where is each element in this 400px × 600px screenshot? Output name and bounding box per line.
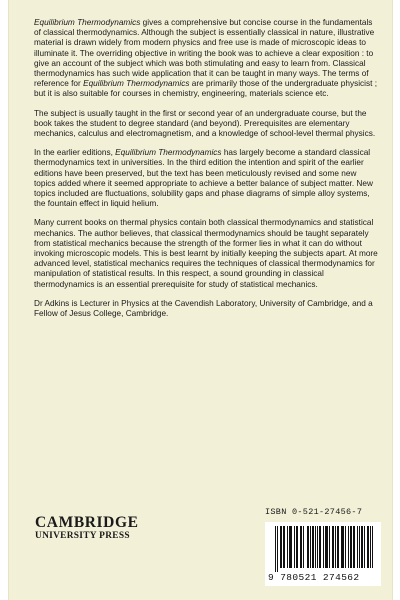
back-cover (8, 0, 393, 600)
blurb-text (34, 18, 379, 328)
publisher-logo (35, 515, 139, 542)
blurb-paragraph-intro: Equilibrium Thermodynamics gives a comprehensive but concise course in the fundamentals of classical thermodynamics. Although the subject is essentially classical in nature, illustrative material is drawn widely from modern physics and free use is made of microscopic ideas to illuminate it. The overriding objective in writing the book was to achieve a clear exposition : to give an account of the subject which was both stimulating and easy to learn from. Classical thermodynamics has such wide application that it can be taught in many ways. The terms of reference for Equilibrium Thermodynamics are primarily those of the undergraduate physicist ; but it is also suitable for courses in chemistry, engineering, materials science etc. (34, 18, 378, 99)
isbn-number: ISBN 0-521-27456-7 (265, 507, 363, 517)
publisher-subtitle: UNIVERSITY PRESS (35, 531, 130, 541)
blurb-paragraph-level: The subject is usually taught in the first or second year of an undergraduate course, but the book takes the student to degree standard (and beyond). Prerequisites are elementary mechanics, calculus and electromagnetism, and a knowledge of school-level thermal physics. (34, 108, 376, 139)
blurb-paragraph-editions: In the earlier editions, Equilibrium Thermodynamics has largely become a standard classical thermodynamics text in universities. In the third edition the intention and spirit of the earlier editions have been preserved, but the text has been meticulously revised and some new topics added where it seemed appropriate to achieve a better balance of subject matter. New topics included are fluctuations, solubility gaps and phase diagrams of simple alloy systems, the fountain effect in liquid helium. (34, 148, 373, 209)
book-title: Equilibrium Thermodynamics (83, 79, 190, 89)
publisher-name: CAMBRIDGE (35, 514, 139, 531)
book-title: Equilibrium Thermodynamics (34, 18, 141, 27)
barcode-digits: 9 780521 274562 (268, 572, 360, 583)
book-title: Equilibrium Thermodynamics (115, 148, 222, 158)
blurb-paragraph-approach: Many current books on thermal physics contain both classical thermodynamics and statistical mechanics. The author believes, that classical thermodynamics should be taught separately from statistical mechanics because the strength of the former lies in what it can do without invoking microscopic models. This is best learnt by initially keeping the subjects apart. At more advanced level, statistical mechanics requires the techniques of classical thermodynamics for manipulation of statistical results. In this respect, a sound grounding in classical thermodynamics is an essential prerequisite for study of statistical mechanics. (34, 218, 378, 289)
author-bio: Dr Adkins is Lecturer in Physics at the Cavendish Laboratory, University of Cambridge, and a Fellow of Jesus College, Cambridge. (34, 298, 373, 319)
barcode-bars (274, 526, 374, 572)
barcode (265, 522, 381, 586)
